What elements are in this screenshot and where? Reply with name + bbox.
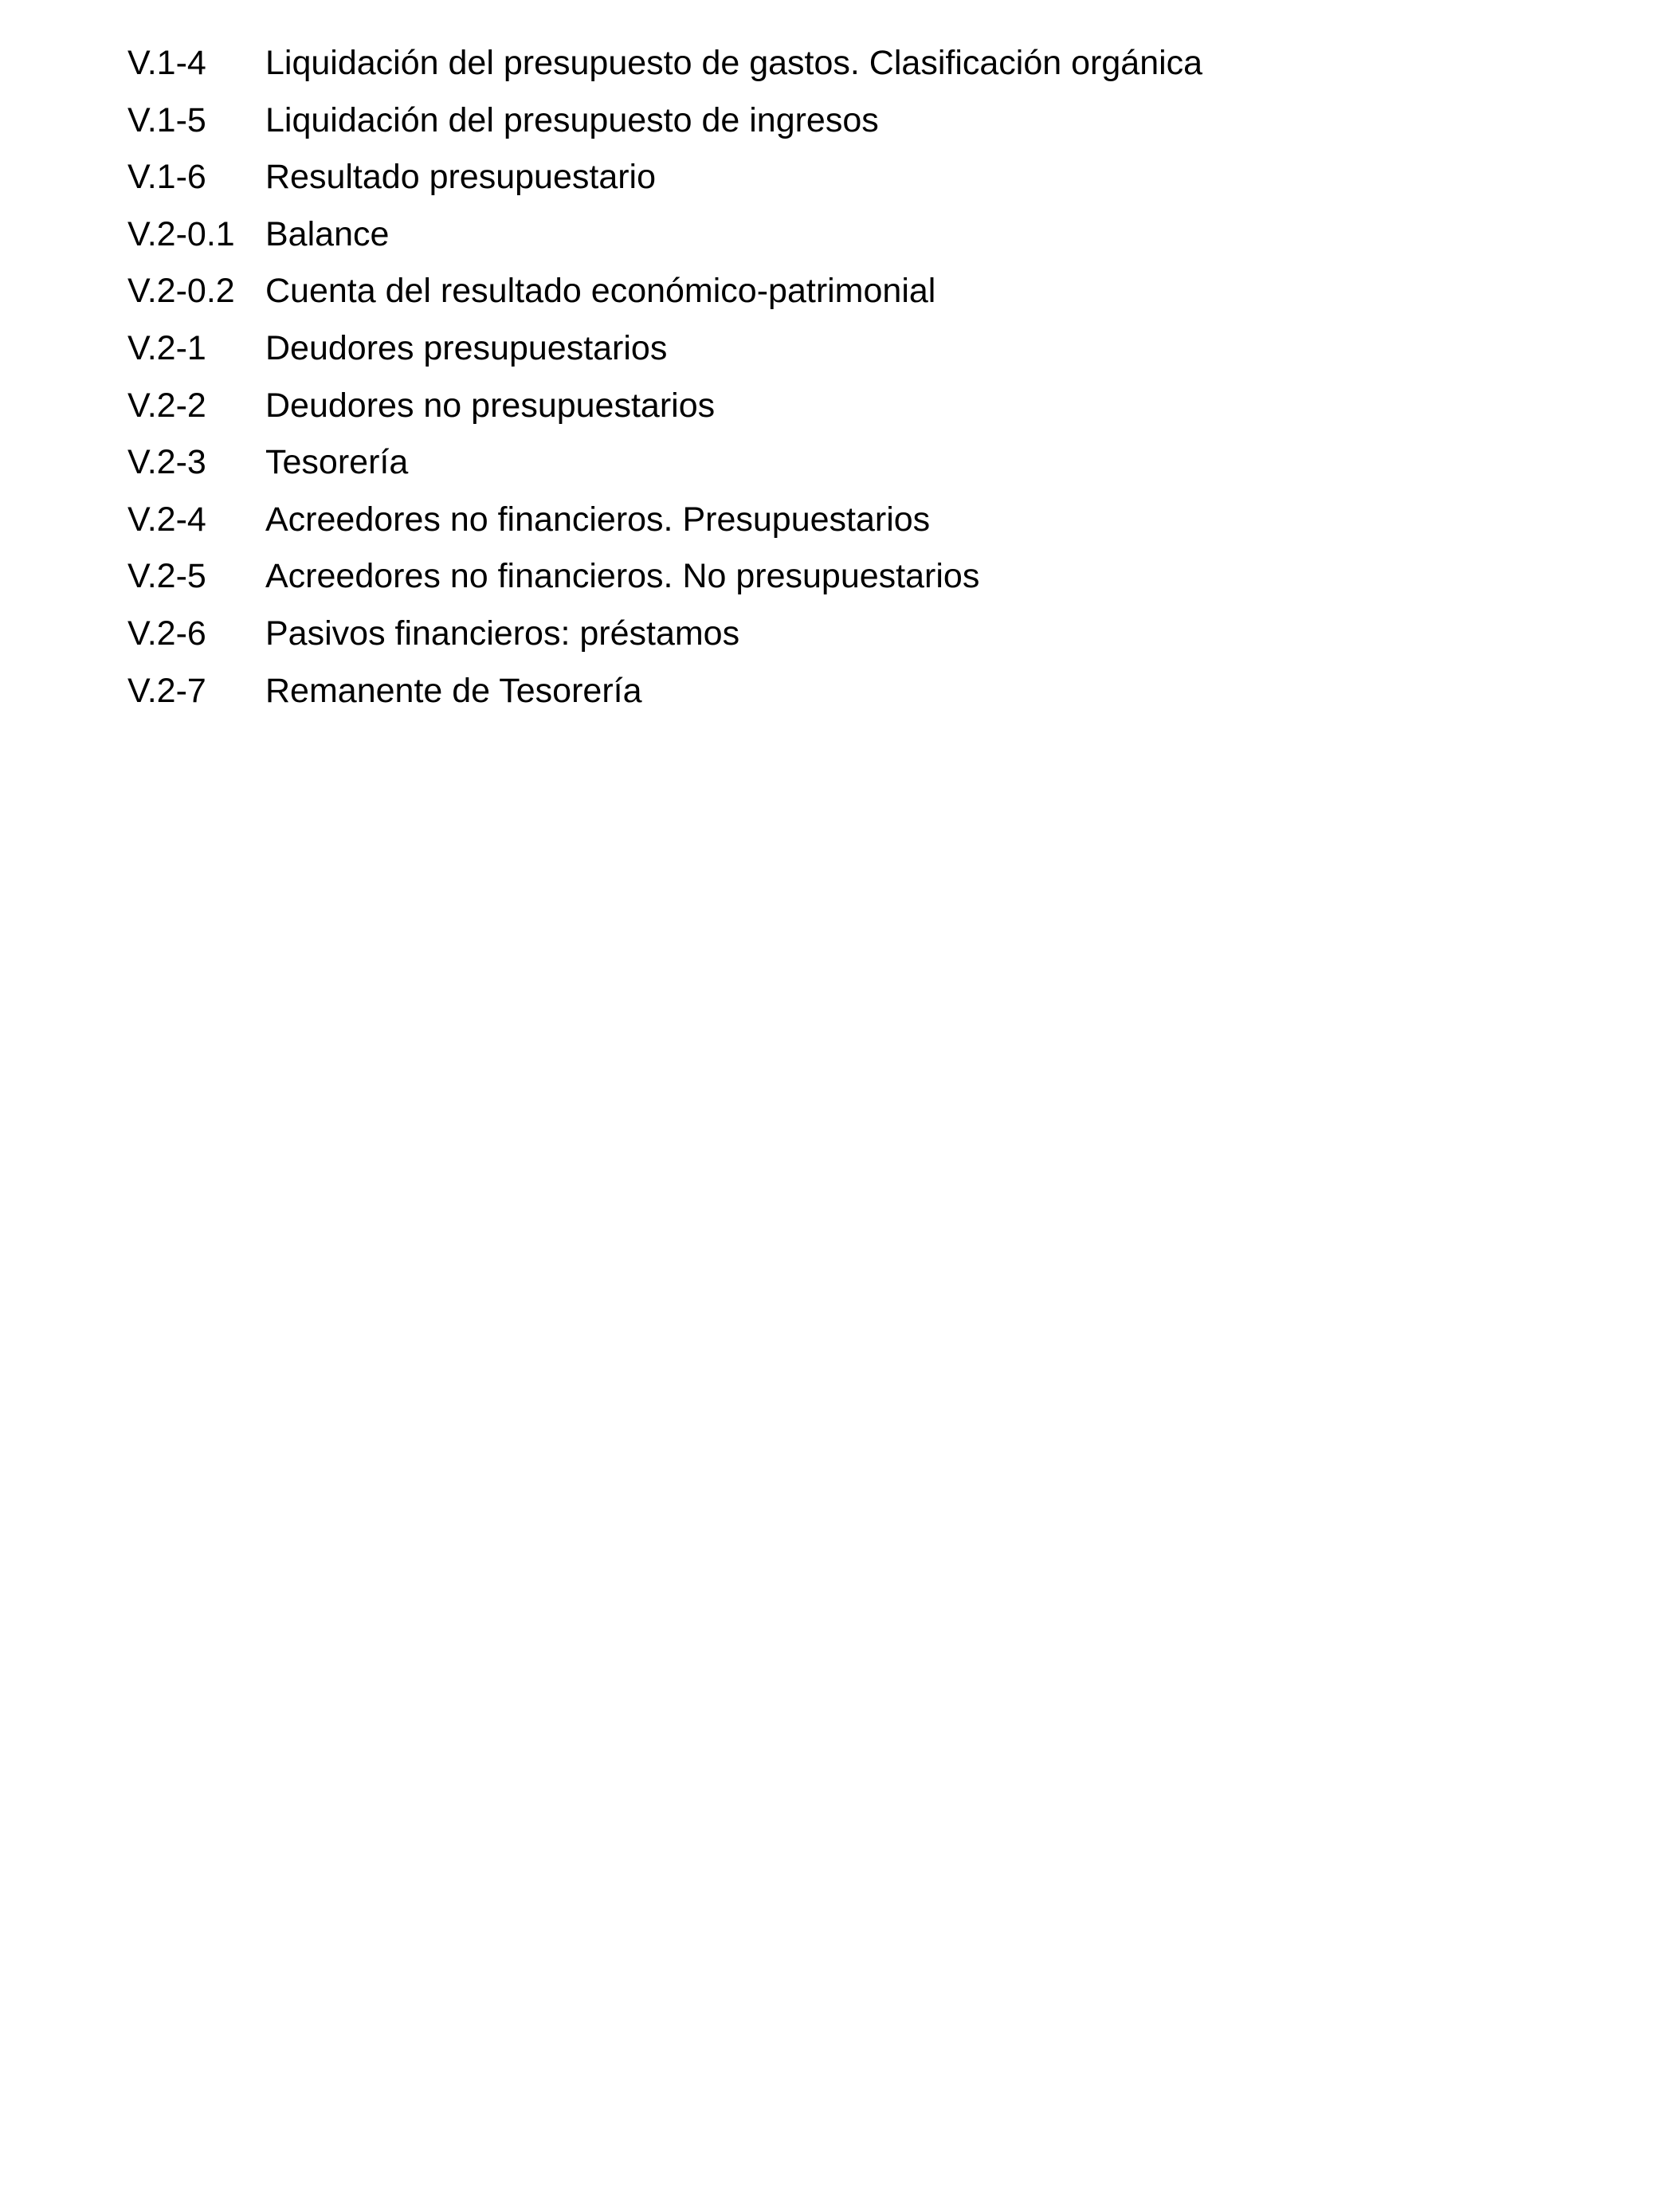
index-code: V.2-2 xyxy=(127,386,206,425)
index-row xyxy=(127,35,1202,92)
index-title: Deudores presupuestarios xyxy=(265,328,668,367)
index-code: V.2-6 xyxy=(127,614,206,653)
index-code: V.1-6 xyxy=(127,158,206,197)
index-title: Acreedores no financieros. No presupuestarios xyxy=(265,557,980,596)
index-title: Acreedores no financieros. Presupuestarios xyxy=(265,500,931,539)
index-row xyxy=(127,92,1202,150)
index-code: V.2-4 xyxy=(127,500,206,539)
index-title: Balance xyxy=(265,214,390,253)
index-title: Remanente de Tesorería xyxy=(265,671,642,710)
index-title: Liquidación del presupuesto de ingresos xyxy=(265,100,879,139)
index-row xyxy=(127,548,1202,606)
index-title: Deudores no presupuestarios xyxy=(265,386,716,425)
index-row xyxy=(127,206,1202,264)
index-title: Cuenta del resultado económico-patrimonial xyxy=(265,272,936,311)
index-code: V.2-0.1 xyxy=(127,214,235,253)
index-row xyxy=(127,606,1202,663)
index-row xyxy=(127,149,1202,206)
index-code: V.2-5 xyxy=(127,557,206,596)
index-row xyxy=(127,378,1202,435)
index-code: V.1-5 xyxy=(127,100,206,139)
index-code: V.1-4 xyxy=(127,44,206,82)
index-row xyxy=(127,263,1202,320)
index-row xyxy=(127,320,1202,378)
index-title: Liquidación del presupuesto de gastos. Clasificación orgánica xyxy=(265,44,1203,82)
index-title: Tesorería xyxy=(265,443,409,482)
index-row xyxy=(127,663,1202,720)
index-row xyxy=(127,434,1202,492)
index-list xyxy=(127,35,1202,720)
index-code: V.2-3 xyxy=(127,443,206,482)
index-code: V.2-0.2 xyxy=(127,272,235,311)
index-code: V.2-1 xyxy=(127,328,206,367)
index-title: Resultado presupuestario xyxy=(265,158,657,197)
index-code: V.2-7 xyxy=(127,671,206,710)
index-row xyxy=(127,492,1202,549)
index-title: Pasivos financieros: préstamos xyxy=(265,614,740,653)
